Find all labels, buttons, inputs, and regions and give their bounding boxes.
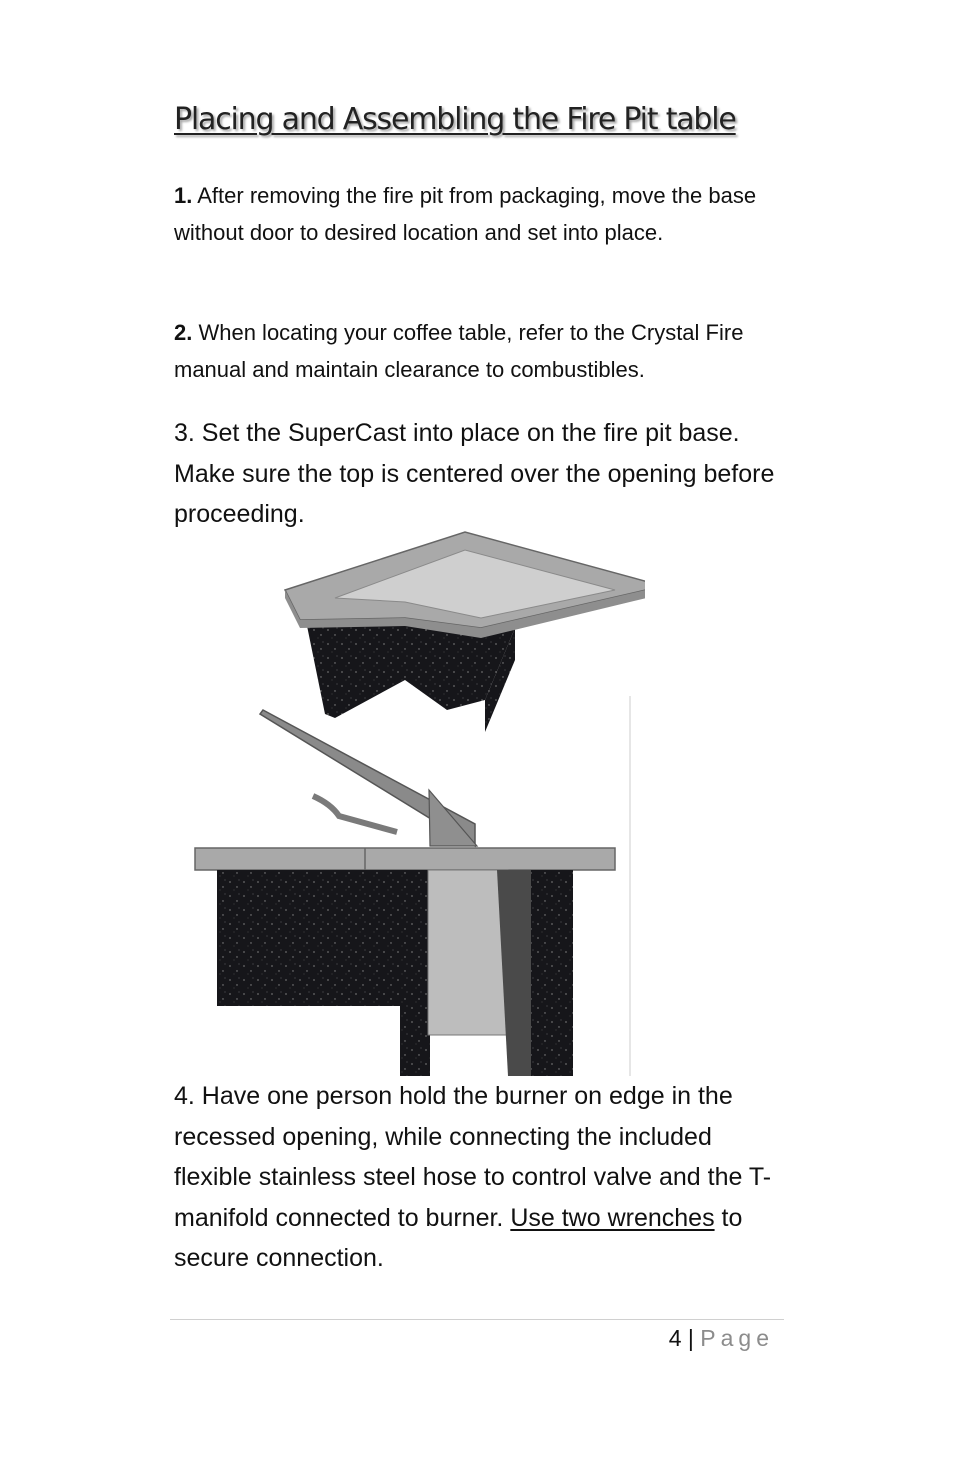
step-4 [174, 1076, 784, 1279]
base-granite-left [217, 870, 430, 1006]
supercast-top-piece [285, 532, 645, 732]
fire-pit-base [195, 696, 630, 1076]
step-1 [174, 177, 784, 251]
step-2-text: When locating your coffee table, refer to the Crystal Fire manual and maintain clearance to combustibles. [174, 320, 744, 382]
base-granite-right [531, 870, 573, 1076]
gas-hose [313, 796, 397, 832]
fire-pit-assembly-illustration [185, 528, 645, 1083]
step-3 [174, 413, 784, 535]
burner-pan-flap [429, 790, 477, 846]
step-4-underlined-text: Use two wrenches [510, 1203, 715, 1232]
step-3-text: 3. Set the SuperCast into place on the fire pit base. Make sure the top is centered over the opening before proceeding. [174, 419, 775, 528]
page-label: Page [700, 1325, 774, 1351]
step-2 [174, 314, 784, 388]
page-footer [669, 1325, 774, 1352]
step-2-number: 2. [174, 320, 193, 345]
step-4-text: 4. Have one person hold the burner on edge in the recessed opening, while connecting the included flexible stainless steel hose to control valve and the T-manifold connected to burner. [174, 1082, 772, 1232]
base-door-opening [428, 870, 508, 1035]
page-number: 4 [668, 1325, 682, 1351]
page-separator: | [681, 1325, 701, 1351]
base-concrete-top [195, 848, 615, 870]
step-1-number: 1. [174, 183, 193, 208]
step-1-text: After removing the fire pit from packaging, move the base without door to desired location and set into place. [174, 183, 757, 245]
page-title: Placing and Assembling the Fire Pit table [174, 102, 736, 137]
footer-divider [170, 1319, 784, 1320]
step-4-tail-text: to secure connection. [174, 1203, 743, 1272]
